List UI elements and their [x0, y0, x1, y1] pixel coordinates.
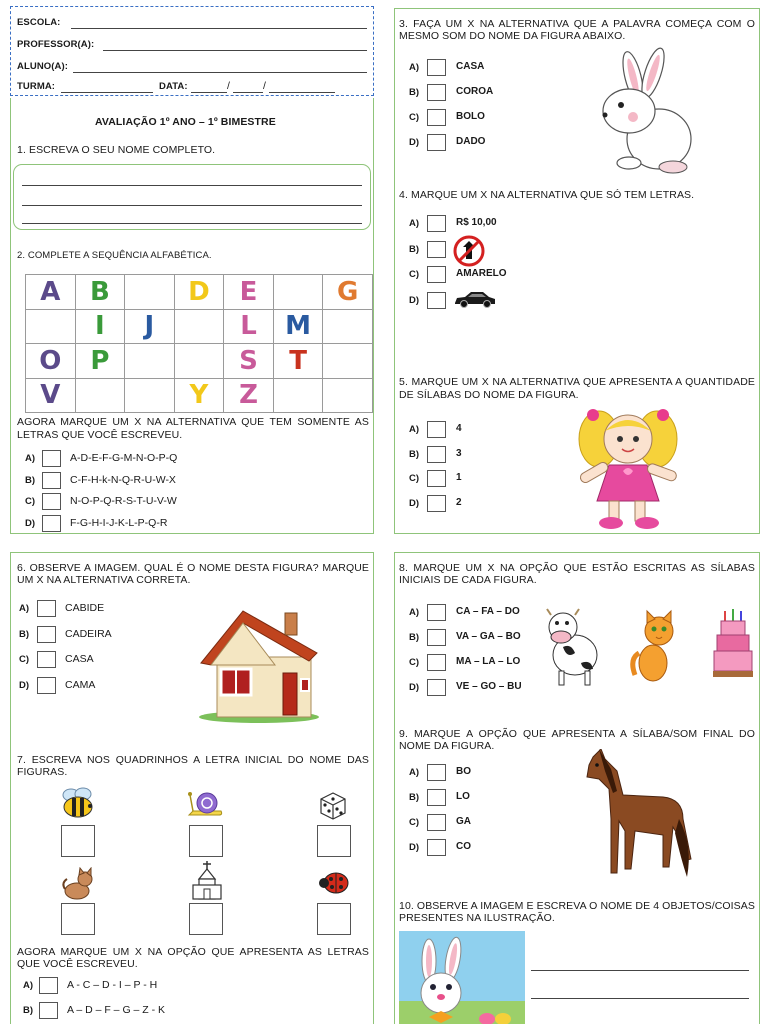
option-checkbox[interactable]: [427, 789, 446, 806]
option-letter: C): [25, 496, 36, 507]
option-checkbox[interactable]: [42, 472, 61, 489]
option-text: 3: [456, 447, 462, 459]
option-checkbox[interactable]: [427, 839, 446, 856]
q7-follow-up: AGORA MARQUE UM X NA OPÇÃO QUE APRESENTA AS LETRAS QUE VOCÊ ESCREVEU.: [17, 946, 369, 970]
q10-answer-line-2[interactable]: [531, 998, 749, 999]
dice-icon: [317, 791, 349, 821]
option-checkbox[interactable]: [427, 814, 446, 831]
option-checkbox[interactable]: [427, 59, 446, 76]
escola-field[interactable]: [71, 28, 367, 29]
option-letter: B): [409, 632, 420, 643]
option-checkbox[interactable]: [37, 677, 56, 694]
q4-text: 4. MARQUE UM X NA ALTERNATIVA QUE SÓ TEM LETRAS.: [399, 189, 695, 201]
q5-text: 5. MARQUE UM X NA ALTERNATIVA QUE APRESENTA A QUANTIDADE DE SÍLABAS DO NOME DA FIGURA.: [399, 376, 755, 401]
q10-answer-line-1[interactable]: [531, 970, 749, 971]
house-illustration: [197, 605, 321, 723]
option-letter: C): [409, 112, 420, 123]
alphabet-blank-cell[interactable]: [174, 309, 224, 344]
option-text: 4: [456, 423, 462, 434]
option-text: CA – FA – DO: [456, 606, 520, 617]
q3-text: 3. FAÇA UM X NA ALTERNATIVA QUE A PALAVRA COMEÇA COM O MESMO SOM DO NOME DA FIGURA ABAIXO.: [399, 18, 755, 42]
option-checkbox[interactable]: [427, 84, 446, 101]
alphabet-blank-cell[interactable]: [273, 275, 323, 310]
ladybug-icon: [319, 869, 351, 895]
orange-cat-icon: [629, 609, 679, 685]
alphabet-letter-e: E: [224, 275, 274, 310]
panel-q6-q7: [10, 552, 374, 1024]
alphabet-blank-cell[interactable]: [273, 378, 323, 413]
cake-icon: [713, 609, 753, 681]
name-line-3[interactable]: [22, 223, 362, 224]
option-checkbox[interactable]: [42, 450, 61, 467]
option-text: CAMA: [65, 678, 96, 691]
option-checkbox[interactable]: [427, 134, 446, 151]
option-checkbox[interactable]: [427, 470, 446, 487]
option-letter: D): [409, 137, 420, 148]
option-checkbox[interactable]: [427, 654, 446, 671]
option-text: CABIDE: [65, 602, 105, 614]
option-letter: A): [409, 62, 420, 73]
option-text: A - C – D - I – P - H: [67, 979, 158, 991]
rabbit-illustration: [595, 43, 695, 175]
alphabet-blank-cell[interactable]: [174, 344, 224, 379]
option-letter: C): [409, 817, 420, 828]
option-checkbox[interactable]: [427, 679, 446, 696]
option-checkbox[interactable]: [37, 651, 56, 668]
turma-label: TURMA:: [17, 81, 56, 92]
cat-icon: [61, 867, 95, 901]
alphabet-blank-cell[interactable]: [75, 378, 125, 413]
option-letter: B): [19, 628, 30, 640]
snail-icon: [187, 789, 223, 819]
alphabet-blank-cell[interactable]: [125, 275, 175, 310]
initial-letter-box-cat[interactable]: [61, 903, 95, 935]
option-text: COROA: [456, 86, 494, 97]
option-letter: D): [409, 294, 420, 306]
alphabet-letter-g: G: [323, 275, 373, 310]
date-separator: /: [227, 80, 231, 92]
panel-q8-q10: [394, 552, 760, 1024]
student-info-header: [10, 6, 374, 96]
option-text: VA – GA – BO: [456, 631, 521, 642]
prohibited-sign-icon: [453, 235, 485, 267]
panel-q1-q2: [10, 98, 374, 534]
option-checkbox[interactable]: [427, 292, 446, 309]
option-text: R$ 10,00: [456, 217, 497, 228]
q2-text: 2. COMPLETE A SEQUÊNCIA ALFABÉTICA.: [17, 250, 212, 261]
option-letter: A): [23, 980, 34, 991]
escola-label: ESCOLA:: [17, 17, 61, 28]
bee-icon: [61, 787, 95, 819]
doll-illustration: [565, 409, 691, 529]
option-letter: C): [409, 657, 420, 668]
date-day-field[interactable]: [191, 92, 227, 93]
option-letter: B): [409, 87, 420, 98]
option-text: 2: [456, 496, 462, 508]
option-checkbox[interactable]: [427, 215, 446, 232]
initial-letter-box-ladybug[interactable]: [317, 903, 351, 935]
alphabet-letter-v: V: [26, 378, 76, 413]
option-letter: B): [409, 448, 420, 460]
cow-icon: [545, 607, 607, 687]
option-checkbox[interactable]: [37, 600, 56, 617]
option-letter: D): [25, 517, 36, 529]
panel-q3-q5: [394, 8, 760, 534]
alphabet-row: [26, 378, 373, 413]
option-text: CASA: [456, 61, 485, 72]
option-text: A-D-E-F-G-M-N-O-P-Q: [70, 452, 178, 464]
name-line-2[interactable]: [22, 205, 362, 206]
date-separator: /: [263, 80, 267, 92]
q6-text: 6. OBSERVE A IMAGEM. QUAL É O NOME DESTA FIGURA? MARQUE UM X NA ALTERNATIVA CORRETA.: [17, 562, 369, 586]
option-checkbox[interactable]: [427, 764, 446, 781]
option-text: CASA: [65, 653, 94, 665]
data-label: DATA:: [159, 81, 188, 92]
alphabet-letter-a: A: [26, 275, 76, 310]
option-text: F-G-H-I-J-K-L-P-Q-R: [70, 516, 168, 529]
alphabet-row: [26, 275, 373, 310]
option-checkbox[interactable]: [427, 241, 446, 258]
option-text: C-F-H-k-N-Q-R-U-W-X: [70, 473, 176, 486]
option-letter: A): [19, 603, 30, 614]
option-text: BOLO: [456, 111, 485, 122]
alphabet-blank-cell[interactable]: [125, 344, 175, 379]
q1-answer-box: [13, 164, 371, 230]
option-letter: A): [409, 218, 420, 229]
alphabet-letter-z: Z: [224, 378, 274, 413]
alphabet-letter-p: P: [75, 344, 125, 379]
horse-illustration: [583, 749, 695, 885]
alphabet-blank-cell[interactable]: [323, 309, 373, 344]
church-icon: [191, 861, 223, 901]
name-line-1[interactable]: [22, 185, 362, 186]
option-letter: A): [25, 453, 36, 464]
option-checkbox[interactable]: [42, 493, 61, 510]
page-title: AVALIAÇÃO 1º ANO – 1º BIMESTRE: [95, 116, 276, 128]
option-text: 1: [456, 472, 462, 483]
q1-text: 1. ESCREVA O SEU NOME COMPLETO.: [17, 144, 216, 156]
option-text: A – D – F – G – Z - K: [67, 1004, 166, 1016]
professor-label: PROFESSOR(A):: [17, 39, 95, 50]
alphabet-row: [26, 309, 373, 344]
option-checkbox[interactable]: [427, 109, 446, 126]
option-checkbox[interactable]: [42, 515, 61, 532]
initial-letter-box-dice[interactable]: [317, 825, 351, 857]
option-letter: B): [25, 474, 36, 486]
initial-letter-box-bee[interactable]: [61, 825, 95, 857]
option-checkbox[interactable]: [427, 604, 446, 621]
option-text: AMARELO: [456, 268, 507, 279]
alphabet-row: [26, 344, 373, 379]
option-letter: C): [409, 473, 420, 484]
initial-letter-box-snail[interactable]: [189, 825, 223, 857]
option-letter: D): [409, 497, 420, 509]
option-text: BO: [456, 766, 471, 777]
alphabet-letter-m: M: [273, 309, 323, 344]
alphabet-letter-t: T: [273, 344, 323, 379]
option-letter: A): [409, 767, 420, 778]
alphabet-letter-s: S: [224, 344, 274, 379]
alphabet-blank-cell[interactable]: [26, 309, 76, 344]
date-month-field[interactable]: [233, 92, 263, 93]
alphabet-letter-d: D: [174, 275, 224, 310]
alphabet-grid: [25, 274, 373, 413]
option-text: VE – GO – BU: [456, 681, 522, 692]
alphabet-letter-i: I: [75, 309, 125, 344]
option-letter: C): [409, 269, 420, 280]
date-year-field[interactable]: [269, 92, 335, 93]
option-letter: B): [23, 1005, 34, 1016]
option-checkbox[interactable]: [37, 626, 56, 643]
option-text: CO: [456, 841, 471, 852]
alphabet-letter-j: J: [125, 309, 175, 344]
alphabet-blank-cell[interactable]: [323, 344, 373, 379]
option-text: N-O-P-Q-R-S-T-U-V-W: [70, 495, 177, 507]
easter-bunny-illustration: [399, 931, 525, 1024]
option-letter: D): [19, 679, 30, 691]
q9-text: 9. MARQUE A OPÇÃO QUE APRESENTA A SÍLABA/SOM FINAL DO NOME DA FIGURA.: [399, 728, 755, 752]
option-text: MA – LA – LO: [456, 656, 521, 667]
option-letter: D): [409, 842, 420, 853]
q10-text: 10. OBSERVE A IMAGEM E ESCREVA O NOME DE 4 OBJETOS/COISAS PRESENTES NA ILUSTRAÇÃO.: [399, 900, 755, 924]
aluno-label: ALUNO(A):: [17, 61, 69, 72]
aluno-field[interactable]: [73, 72, 367, 73]
option-text: CADEIRA: [65, 627, 112, 640]
option-text: DADO: [456, 136, 486, 147]
option-letter: A): [409, 424, 420, 435]
alphabet-letter-y: Y: [174, 378, 224, 413]
option-letter: A): [409, 607, 420, 618]
turma-field[interactable]: [61, 92, 153, 93]
option-letter: B): [409, 792, 420, 803]
alphabet-blank-cell[interactable]: [125, 378, 175, 413]
option-checkbox[interactable]: [427, 421, 446, 438]
option-text: GA: [456, 816, 471, 827]
q8-text: 8. MARQUE UM X NA OPÇÃO QUE ESTÃO ESCRITAS AS SÍLABAS INICIAIS DE CADA FIGURA.: [399, 562, 755, 586]
q2-follow-up: AGORA MARQUE UM X NA ALTERNATIVA QUE TEM SOMENTE AS LETRAS QUE VOCÊ ESCREVEU.: [17, 416, 369, 441]
option-letter: B): [409, 243, 420, 255]
option-letter: C): [19, 654, 30, 665]
option-letter: D): [409, 682, 420, 693]
option-checkbox[interactable]: [39, 1002, 58, 1019]
option-checkbox[interactable]: [427, 629, 446, 646]
option-text: LO: [456, 791, 470, 802]
car-icon: [453, 289, 497, 309]
alphabet-blank-cell[interactable]: [323, 378, 373, 413]
option-checkbox[interactable]: [39, 977, 58, 994]
option-checkbox[interactable]: [427, 446, 446, 463]
alphabet-letter-b: B: [75, 275, 125, 310]
q7-text: 7. ESCREVA NOS QUADRINHOS A LETRA INICIAL DO NOME DAS FIGURAS.: [17, 754, 369, 778]
option-checkbox[interactable]: [427, 266, 446, 283]
professor-field[interactable]: [103, 50, 367, 51]
alphabet-letter-o: O: [26, 344, 76, 379]
option-checkbox[interactable]: [427, 495, 446, 512]
initial-letter-box-church[interactable]: [189, 903, 223, 935]
alphabet-letter-l: L: [224, 309, 274, 344]
